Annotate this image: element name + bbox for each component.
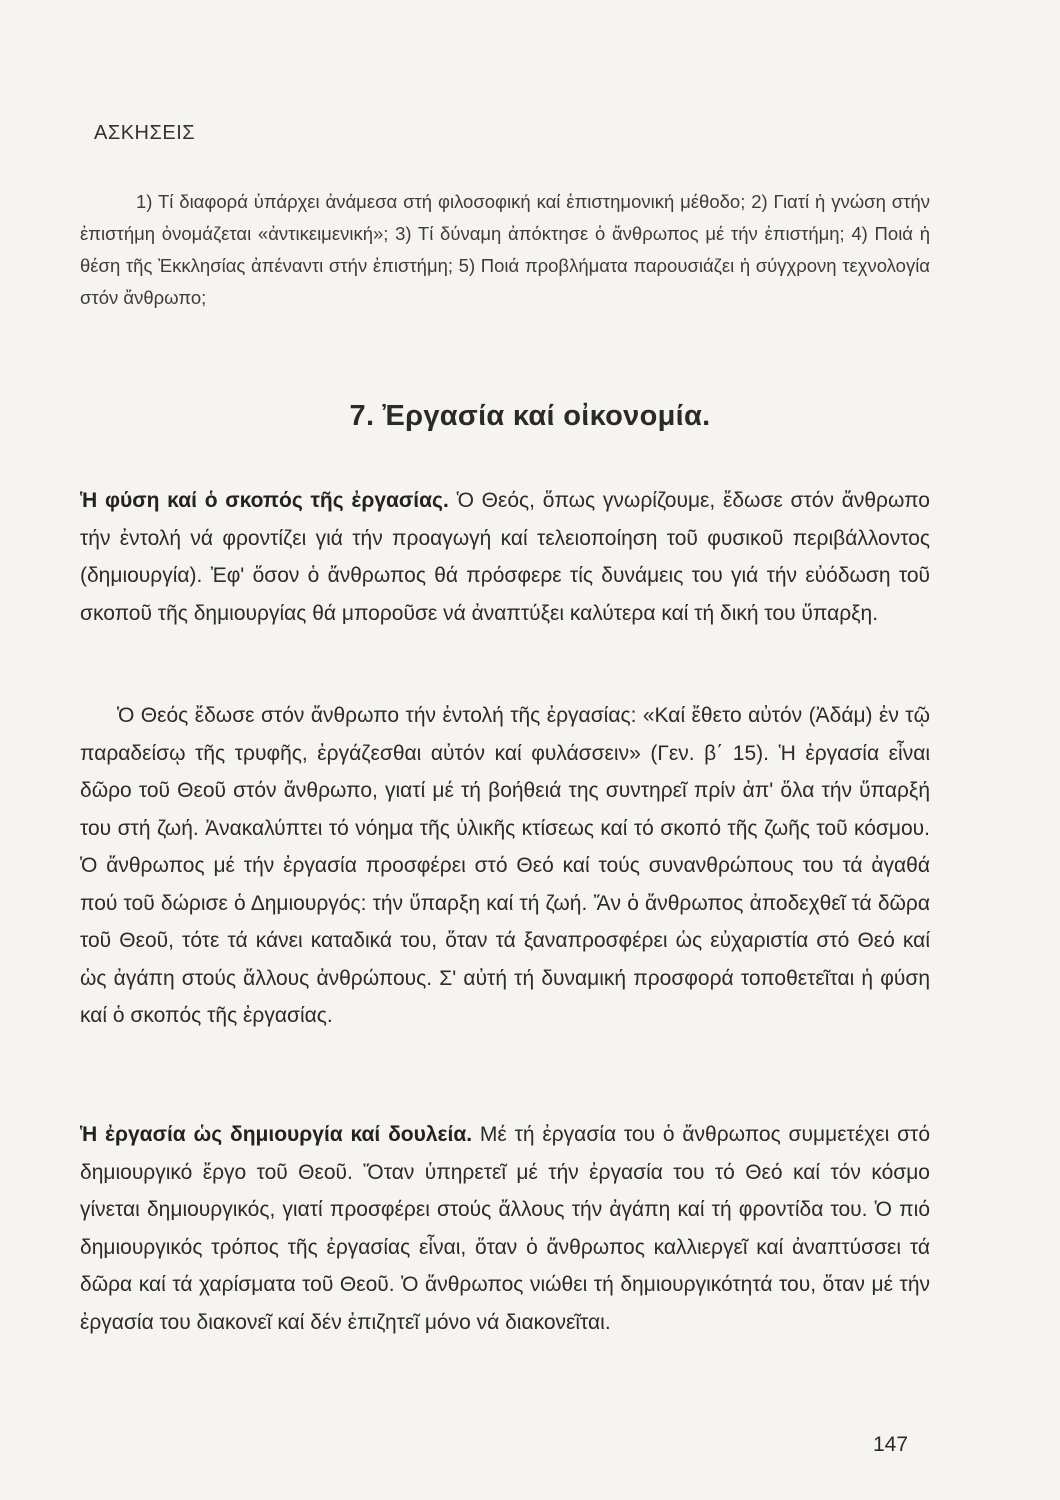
section2-paragraph bbox=[80, 1116, 930, 1341]
chapter-title: 7. Ἐργασία καί οἰκονομία. bbox=[349, 400, 711, 432]
page-number: 147 bbox=[873, 1433, 909, 1456]
section1-heading: Ἡ φύση καί ὁ σκοπός τῆς ἐργασίας. bbox=[80, 489, 449, 512]
exercises-questions: 1) Τί διαφορά ὑπάρχει ἀνάμεσα στή φιλοσοφική καί ἐπιστημονική μέθοδο; 2) Γιατί ἡ γνώση στήν ἐπιστήμη ὀνομάζεται «ἀντικειμενική»; 3) Τί δύναμη ἀπόκτησε ὁ ἄνθρωπος μέ τήν ἐπιστήμη; 4) Ποιά ἡ θέση τῆς Ἐκκλησίας ἀπέναντι στήν ἐπιστήμη; 5) Ποιά προβλήματα παρουσιάζει ἡ σύγχρονη τεχνολογία στόν ἄνθρωπο; bbox=[80, 191, 930, 308]
section1-paragraph1 bbox=[80, 482, 930, 632]
section2-heading: Ἡ ἐργασία ὡς δημιουργία καί δουλεία. bbox=[80, 1123, 473, 1146]
section1-paragraph1-text: Ὁ Θεός, ὅπως γνωρίζουμε, ἔδωσε στόν ἄνθρωπο τήν ἐντολή νά φροντίζει γιά τήν προαγωγή καί τελειοποίηση τοῦ φυσικοῦ περιβάλλοντος (δημιουργία). Ἐφ' ὅσον ὁ ἄνθρωπος θά πρόσφερε τίς δυνάμεις του γιά τήν εὐόδωση τοῦ σκοποῦ τῆς δημιουργίας θά μποροῦσε νά ἀναπτύξει καλύτερα καί τή δική του ὕπαρξη. bbox=[80, 489, 930, 625]
section1-paragraph2: Ὁ Θεός ἔδωσε στόν ἄνθρωπο τήν ἐντολή τῆς ἐργασίας: «Καί ἔθετο αὐτόν (Ἀδάμ) ἐν τῷ παραδείσῳ τῆς τρυφῆς, ἐργάζεσθαι αὐτόν καί φυλάσσειν» (Γεν. β΄ 15). Ἡ ἐργασία εἶναι δῶρο τοῦ Θεοῦ στόν ἄνθρωπο, γιατί μέ τή βοήθειά της συντηρεῖ πρίν ἀπ' ὅλα τήν ὕπαρξή του στή ζωή. Ἀνακαλύπτει τό νόημα τῆς ὑλικῆς κτίσεως καί τό σκοπό τῆς ζωῆς τοῦ κόσμου. Ὁ ἄνθρωπος μέ τήν ἐργασία προσφέρει στό Θεό καί τούς συνανθρώπους του τά ἀγαθά πού τοῦ δώρισε ὁ Δημιουργός: τήν ὕπαρξη καί τή ζωή. Ἄν ὁ ἄνθρωπος ἀποδεχθεῖ τά δῶρα τοῦ Θεοῦ, τότε τά κάνει καταδικά του, ὅταν τά ξαναπροσφέρει ὡς εὐχαριστία στό Θεό καί ὡς ἀγάπη στούς ἄλλους ἀνθρώπους. Σ' αὐτή τή δυναμική προσφορά τοποθετεῖται ἡ φύση καί ὁ σκοπός τῆς ἐργασίας. bbox=[80, 704, 930, 1027]
exercises-heading: ΑΣΚΗΣΕΙΣ bbox=[94, 122, 196, 144]
section2-paragraph-text: Μέ τή ἐργασία του ὁ ἄνθρωπος συμμετέχει στό δημιουργικό ἔργο τοῦ Θεοῦ. Ὅταν ὑπηρετεῖ μέ τήν ἐργασία του τό Θεό καί τόν κόσμο γίνεται δημιουργικός, γιατί προσφέρει στούς ἄλλους τήν ἀγάπη καί τή φροντίδα του. Ὁ πιό δημιουργικός τρόπος τῆς ἐργασίας εἶναι, ὅταν ὁ ἄνθρωπος καλλιεργεῖ καί ἀναπτύσσει τά δῶρα καί τά χαρίσματα τοῦ Θεοῦ. Ὁ ἄνθρωπος νιώθει τή δημιουργικότητά του, ὅταν μέ τήν ἐργασία του διακονεῖ καί δέν ἐπιζητεῖ μόνο νά διακονεῖται. bbox=[80, 1123, 931, 1334]
